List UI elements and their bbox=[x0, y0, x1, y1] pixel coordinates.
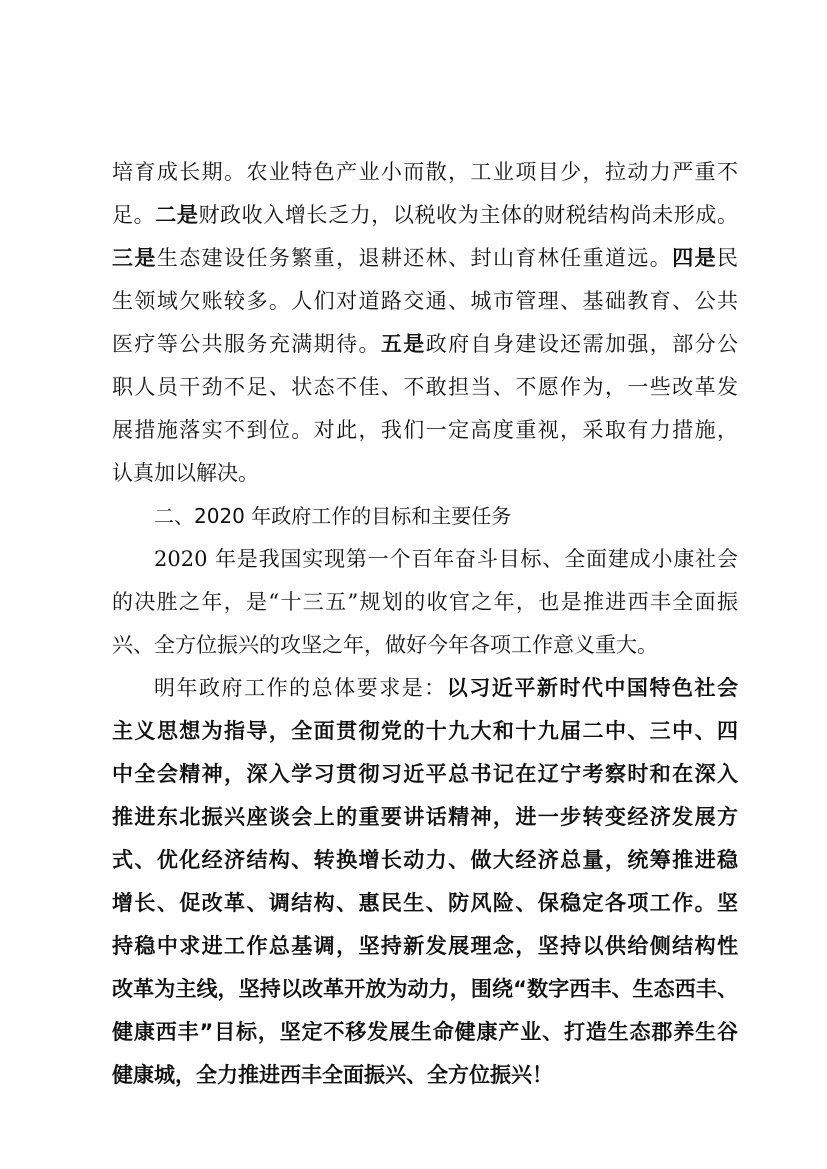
paragraph-line: 足。二是财政收入增长乏力，以税收为主体的财税结构尚未形成。 bbox=[112, 202, 739, 227]
paragraph-line: 健康西丰”目标，坚定不移发展生命健康产业、打造生态郡养生谷 bbox=[112, 1020, 738, 1044]
section-heading: 二、2020 年政府工作的目标和主要任务 bbox=[154, 504, 512, 528]
paragraph-line: 三是生态建设任务繁重，退耕还林、封山育林任重道远。四是民 bbox=[112, 245, 739, 270]
paragraph-line: 2020 年是我国实现第一个百年奋斗目标、全面建成小康社会 bbox=[154, 547, 738, 571]
paragraph-line: 增长、促改革、调结构、惠民生、防风险、保稳定各项工作。坚 bbox=[112, 891, 738, 915]
paragraph-line: 认真加以解决。 bbox=[112, 461, 259, 485]
paragraph-line: 推进东北振兴座谈会上的重要讲话精神，进一步转变经济发展方 bbox=[112, 805, 738, 829]
paragraph-line: 培育成长期。农业特色产业小而散，工业项目少，拉动力严重不 bbox=[112, 160, 738, 184]
emphasis-label: 二是 bbox=[155, 202, 199, 227]
paragraph-line: 中全会精神，深入学习贯彻习近平总书记在辽宁考察时和在深入 bbox=[112, 762, 738, 786]
paragraph-line: 改革为主线，坚持以改革开放为动力，围绕“数字西丰、生态西丰、 bbox=[112, 977, 738, 1001]
paragraph-line: 持稳中求进工作总基调，坚持新发展理念，坚持以供给侧结构性 bbox=[112, 934, 738, 958]
paragraph-line: 明年政府工作的总体要求是：以习近平新时代中国特色社会 bbox=[154, 676, 739, 700]
paragraph-line: 生领域欠账较多。人们对道路交通、城市管理、基础教育、公共 bbox=[112, 289, 738, 313]
emphasis-label: 三是 bbox=[112, 245, 157, 270]
paragraph-line: 主义思想为指导，全面贯彻党的十九大和十九届二中、三中、四 bbox=[112, 719, 738, 743]
paragraph-line: 健康城，全力推进西丰全面振兴、全方位振兴！ bbox=[112, 1063, 553, 1087]
paragraph-line: 展措施落实不到位。对此，我们一定高度重视，采取有力措施， bbox=[112, 418, 738, 442]
emphasis-label: 五是 bbox=[380, 331, 426, 356]
paragraph-line: 医疗等公共服务充满期待。五是政府自身建设还需加强，部分公 bbox=[112, 331, 739, 356]
paragraph-line: 的决胜之年，是“十三五”规划的收官之年，也是推进西丰全面振 bbox=[112, 590, 738, 614]
paragraph-line: 职人员干劲不足、状态不佳、不敢担当、不愿作为，一些改革发 bbox=[112, 375, 738, 399]
emphasis-label: 四是 bbox=[672, 245, 718, 270]
paragraph-line: 式、优化经济结构、转换增长动力、做大经济总量，统筹推进稳 bbox=[112, 848, 738, 872]
paragraph-line: 兴、全方位振兴的攻坚之年，做好今年各项工作意义重大。 bbox=[112, 633, 658, 657]
